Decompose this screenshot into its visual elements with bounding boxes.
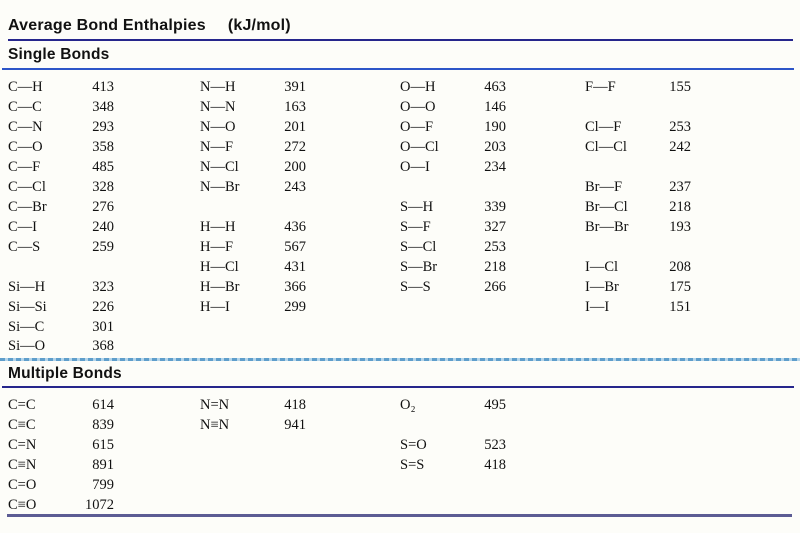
bond-formula: C—Br xyxy=(8,198,47,215)
bond-row xyxy=(8,297,114,317)
bond-enthalpy-value: 485 xyxy=(92,159,114,176)
bond-formula: S—Cl xyxy=(400,238,437,255)
bond-row-spacer xyxy=(585,158,691,178)
bond-formula: C—S xyxy=(8,238,41,255)
bond-enthalpy-value: 327 xyxy=(484,218,506,235)
bond-enthalpy-value: 348 xyxy=(92,99,114,116)
bond-row xyxy=(8,395,114,415)
bond-enthalpy-value: 253 xyxy=(484,238,506,255)
bond-formula: H—Cl xyxy=(200,258,239,275)
bond-formula: Br—Cl xyxy=(585,198,628,215)
bond-row xyxy=(200,78,306,98)
bond-row xyxy=(585,138,691,158)
bond-enthalpy-value: 272 xyxy=(284,139,306,156)
bond-enthalpy-value: 299 xyxy=(284,298,306,315)
bond-row xyxy=(400,237,506,257)
bond-enthalpy-value: 218 xyxy=(484,258,506,275)
bond-row xyxy=(200,178,306,198)
bond-formula: S—S xyxy=(400,278,431,295)
bond-enthalpy-value: 567 xyxy=(284,238,306,255)
bond-enthalpy-value: 839 xyxy=(92,416,114,433)
bond-row-spacer xyxy=(585,237,691,257)
bond-enthalpy-value: 242 xyxy=(669,139,691,156)
bond-row xyxy=(200,217,306,237)
bond-row xyxy=(400,257,506,277)
bond-row xyxy=(8,415,114,435)
bond-formula: H—F xyxy=(200,238,234,255)
bond-row-spacer xyxy=(200,475,306,495)
bond-enthalpy-value: 615 xyxy=(92,436,114,453)
bond-formula: N—N xyxy=(200,99,236,116)
bond-formula: Cl—Cl xyxy=(585,139,627,156)
bond-column xyxy=(585,78,691,357)
bond-row xyxy=(8,138,114,158)
bond-row xyxy=(8,198,114,218)
bond-column xyxy=(8,78,114,357)
bond-formula: Cl—F xyxy=(585,119,622,136)
bond-row xyxy=(200,277,306,297)
bond-formula: N—O xyxy=(200,119,236,136)
bond-row xyxy=(8,435,114,455)
bond-row-spacer xyxy=(200,198,306,218)
bond-enthalpy-value: 431 xyxy=(284,258,306,275)
bond-formula: S—H xyxy=(400,198,434,215)
bond-enthalpy-value: 391 xyxy=(284,79,306,96)
bond-enthalpy-value: 523 xyxy=(484,436,506,453)
bond-column xyxy=(400,78,506,357)
bond-formula: C—F xyxy=(8,159,41,176)
bond-enthalpy-value: 203 xyxy=(484,139,506,156)
bond-formula: N≡N xyxy=(200,416,230,433)
bond-enthalpy-value: 328 xyxy=(92,179,114,196)
dashed-section-divider xyxy=(0,358,800,361)
bond-row xyxy=(8,317,114,337)
section-heading-multiple-bonds xyxy=(2,365,794,388)
bond-row xyxy=(200,98,306,118)
bond-formula: O—F xyxy=(400,119,434,136)
bond-formula: I—Cl xyxy=(585,258,619,275)
bond-row xyxy=(200,237,306,257)
bond-formula: C—N xyxy=(8,119,43,136)
bond-enthalpy-value: 293 xyxy=(92,119,114,136)
bond-row xyxy=(400,118,506,138)
bond-row xyxy=(400,138,506,158)
bond-formula: C≡O xyxy=(8,496,37,513)
bond-formula: C—C xyxy=(8,99,42,116)
bond-enthalpy-value: 151 xyxy=(669,298,691,315)
bond-formula: F—F xyxy=(585,79,616,96)
bond-formula: N—Cl xyxy=(200,159,239,176)
bond-row xyxy=(8,98,114,118)
bond-formula: N—F xyxy=(200,139,234,156)
section-heading-text: Single Bonds xyxy=(8,46,110,63)
bond-enthalpy-value: 190 xyxy=(484,119,506,136)
bond-row-spacer xyxy=(400,415,506,435)
bond-formula: O—O xyxy=(400,99,436,116)
bond-formula: C=C xyxy=(8,396,36,413)
bond-row xyxy=(400,158,506,178)
bond-enthalpy-value: 208 xyxy=(669,258,691,275)
section-heading-single-bonds xyxy=(2,46,794,70)
bond-row-spacer xyxy=(200,317,306,337)
bond-formula: I—Br xyxy=(585,278,619,295)
bond-row xyxy=(585,257,691,277)
bond-row xyxy=(8,475,114,495)
bond-enthalpy-value: 495 xyxy=(484,396,506,413)
bond-enthalpy-value: 259 xyxy=(92,238,114,255)
bond-formula: I—I xyxy=(585,298,610,315)
bond-formula: C=N xyxy=(8,436,37,453)
page-title-text: Average Bond Enthalpies xyxy=(8,17,206,34)
bond-row xyxy=(8,337,114,357)
bond-row-spacer xyxy=(200,455,306,475)
bond-enthalpy-value: 366 xyxy=(284,278,306,295)
page-title xyxy=(8,17,793,41)
bond-enthalpy-value: 891 xyxy=(92,456,114,473)
bond-enthalpy-value: 253 xyxy=(669,119,691,136)
bond-enthalpy-value: 436 xyxy=(284,218,306,235)
bond-formula: C—I xyxy=(8,218,37,235)
bond-formula: N=N xyxy=(200,396,230,413)
bond-enthalpy-value: 941 xyxy=(284,416,306,433)
bond-row xyxy=(585,217,691,237)
bond-formula: O—H xyxy=(400,79,436,96)
bond-row xyxy=(200,297,306,317)
bond-row xyxy=(400,395,506,415)
bond-formula: C—H xyxy=(8,79,43,96)
bond-row-spacer xyxy=(400,475,506,495)
bond-enthalpy-value: 234 xyxy=(484,159,506,176)
bottom-rule xyxy=(7,514,792,517)
bond-formula: S=S xyxy=(400,456,425,473)
bond-row xyxy=(8,217,114,237)
bond-formula: C≡C xyxy=(8,416,36,433)
bond-formula: Si—O xyxy=(8,338,46,355)
bond-enthalpy-value: 1072 xyxy=(85,496,114,513)
bond-enthalpy-value: 418 xyxy=(484,456,506,473)
bond-row xyxy=(8,178,114,198)
bond-enthalpy-value: 358 xyxy=(92,139,114,156)
bond-row-spacer xyxy=(400,317,506,337)
bond-enthalpy-value: 240 xyxy=(92,218,114,235)
bond-row xyxy=(585,118,691,138)
bond-formula: C≡N xyxy=(8,456,37,473)
bond-formula: O—I xyxy=(400,159,430,176)
bond-formula: C=O xyxy=(8,476,37,493)
bond-row-spacer xyxy=(400,495,506,515)
bond-row xyxy=(200,415,306,435)
bond-formula: C—O xyxy=(8,139,43,156)
bond-row xyxy=(400,198,506,218)
bond-enthalpy-value: 339 xyxy=(484,198,506,215)
bond-row xyxy=(400,98,506,118)
bond-row xyxy=(585,277,691,297)
bond-enthalpy-value: 146 xyxy=(484,99,506,116)
bond-row xyxy=(8,455,114,475)
bond-column xyxy=(400,395,506,515)
bond-enthalpy-value: 266 xyxy=(484,278,506,295)
bond-enthalpy-value: 218 xyxy=(669,198,691,215)
bond-enthalpy-value: 463 xyxy=(484,79,506,96)
bond-row xyxy=(400,78,506,98)
bond-column xyxy=(200,395,306,515)
bond-row-spacer xyxy=(400,297,506,317)
bond-enthalpy-value: 799 xyxy=(92,476,114,493)
bond-row xyxy=(200,118,306,138)
bond-formula: O₂ xyxy=(400,396,416,413)
bond-row xyxy=(8,78,114,98)
bond-row-spacer xyxy=(400,178,506,198)
bond-row xyxy=(8,495,114,515)
bond-row xyxy=(8,158,114,178)
bond-enthalpy-value: 413 xyxy=(92,79,114,96)
bond-row-spacer xyxy=(585,337,691,357)
bond-formula: H—Br xyxy=(200,278,240,295)
bond-row xyxy=(400,217,506,237)
bond-column xyxy=(200,78,306,357)
bond-row xyxy=(8,237,114,257)
bond-formula: Br—F xyxy=(585,179,623,196)
bond-enthalpy-value: 163 xyxy=(284,99,306,116)
bond-enthalpy-value: 323 xyxy=(92,278,114,295)
bond-enthalpy-value: 226 xyxy=(92,298,114,315)
bond-formula: S—F xyxy=(400,218,431,235)
single-bonds-table xyxy=(0,78,800,357)
bond-formula: N—H xyxy=(200,79,236,96)
bond-enthalpy-value: 276 xyxy=(92,198,114,215)
bond-row xyxy=(8,277,114,297)
bond-row xyxy=(200,158,306,178)
bond-row xyxy=(585,78,691,98)
bond-enthalpy-value: 175 xyxy=(669,278,691,295)
bond-row-spacer xyxy=(200,435,306,455)
bond-enthalpy-value: 301 xyxy=(92,318,114,335)
bond-row-spacer xyxy=(400,337,506,357)
bond-row xyxy=(585,178,691,198)
bond-row xyxy=(200,138,306,158)
bond-formula: H—H xyxy=(200,218,236,235)
bond-enthalpy-value: 418 xyxy=(284,396,306,413)
bond-row xyxy=(400,455,506,475)
bond-enthalpy-value: 201 xyxy=(284,119,306,136)
bond-formula: S=O xyxy=(400,436,427,453)
bond-row-spacer xyxy=(200,337,306,357)
bond-row-spacer xyxy=(200,495,306,515)
bond-row xyxy=(585,297,691,317)
bond-row-spacer xyxy=(585,317,691,337)
bond-row xyxy=(200,395,306,415)
bond-column xyxy=(8,395,114,515)
bond-formula: O—Cl xyxy=(400,139,439,156)
bond-formula: C—Cl xyxy=(8,179,46,196)
bond-formula: Si—C xyxy=(8,318,45,335)
bond-enthalpy-value: 368 xyxy=(92,338,114,355)
bond-row xyxy=(200,257,306,277)
bond-formula: Si—H xyxy=(8,278,46,295)
bond-formula: N—Br xyxy=(200,179,240,196)
bond-row xyxy=(585,198,691,218)
bond-formula: Br—Br xyxy=(585,218,629,235)
bond-row xyxy=(400,435,506,455)
bond-row xyxy=(8,118,114,138)
bond-row-spacer xyxy=(8,257,114,277)
bond-row xyxy=(400,277,506,297)
bond-enthalpy-value: 614 xyxy=(92,396,114,413)
bond-enthalpy-value: 193 xyxy=(669,218,691,235)
bond-enthalpy-value: 200 xyxy=(284,159,306,176)
bond-enthalpy-value: 155 xyxy=(669,79,691,96)
bond-row-spacer xyxy=(585,98,691,118)
page-title-units: (kJ/mol) xyxy=(227,17,291,34)
bond-formula: Si—Si xyxy=(8,298,47,315)
bond-formula: S—Br xyxy=(400,258,438,275)
bond-enthalpy-value: 243 xyxy=(284,179,306,196)
multiple-bonds-table xyxy=(0,395,800,516)
bond-formula: H—I xyxy=(200,298,230,315)
section-heading-text: Multiple Bonds xyxy=(8,365,122,382)
bond-enthalpy-value: 237 xyxy=(669,179,691,196)
